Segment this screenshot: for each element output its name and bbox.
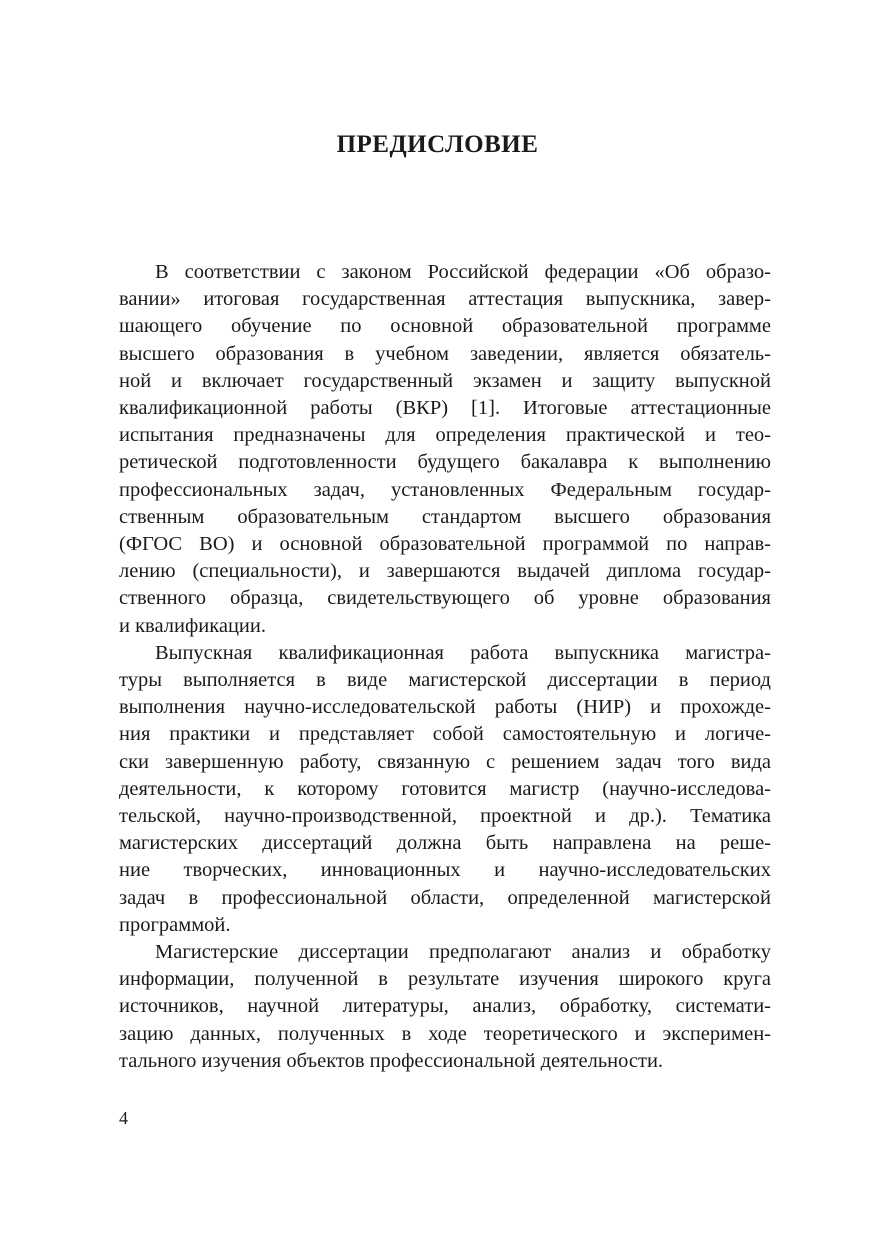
- text-line: вании» итоговая государственная аттестация выпускника, завер-: [119, 288, 771, 311]
- text-line: ски завершенную работу, связанную с решением задач того вида: [119, 750, 771, 773]
- text-line: источников, научной литературы, анализ, обработку, системати-: [119, 995, 771, 1018]
- text-line: Магистерские диссертации предполагают анализ и обработку: [155, 941, 771, 964]
- text-line: В соответствии с законом Российской федерации «Об образо-: [155, 261, 771, 283]
- text-line: задач в профессиональной области, определенной магистерской: [119, 886, 771, 909]
- paragraph-1: [119, 259, 771, 640]
- text-line: ной и включает государственный экзамен и защиту выпускной: [119, 369, 771, 392]
- text-line: ственного образца, свидетельствующего об уровне образования: [119, 587, 771, 610]
- page-number: 4: [119, 1108, 128, 1128]
- text-line: шающего обучение по основной образовательной программе: [119, 315, 771, 338]
- text-line: (ФГОС ВО) и основной образовательной программой по направ-: [119, 533, 771, 556]
- text-line: высшего образования в учебном заведении, является обязатель-: [119, 342, 771, 365]
- text-line: ретической подготовленности будущего бакалавра к выполнению: [119, 451, 771, 474]
- text-line: тельской, научно-производственной, проектной и др.). Тематика: [119, 805, 771, 828]
- text-line: программой.: [119, 913, 231, 936]
- text-line: ния практики и представляет собой самостоятельную и логиче-: [119, 723, 771, 746]
- text-line: выполнения научно-исследовательской работы (НИР) и прохожде-: [119, 696, 771, 719]
- text-line: ственным образовательным стандартом высшего образования: [119, 505, 771, 528]
- text-line: профессиональных задач, установленных Федеральным государ-: [119, 478, 771, 501]
- text-line: ние творческих, инновационных и научно-исследовательских: [119, 859, 771, 882]
- text-line: туры выполняется в виде магистерской диссертации в период: [119, 669, 771, 692]
- body-text: [119, 259, 771, 1075]
- paragraph-2: [119, 640, 771, 939]
- text-line: магистерских диссертаций должна быть направлена на реше-: [119, 832, 771, 855]
- text-line: и квалификации.: [119, 614, 266, 637]
- text-line: тального изучения объектов профессиональной деятельности.: [119, 1049, 664, 1072]
- text-line: квалификационной работы (ВКР) [1]. Итоговые аттестационные: [119, 397, 771, 420]
- text-line: испытания предназначены для определения практической и тео-: [119, 424, 771, 447]
- text-line: Выпускная квалификационная работа выпускника магистра-: [155, 641, 771, 664]
- text-line: деятельности, к которому готовится магистр (научно-исследова-: [119, 777, 771, 800]
- text-line: зацию данных, полученных в ходе теоретического и эксперимен-: [119, 1022, 771, 1045]
- paragraph-3: [119, 939, 771, 1075]
- text-line: информации, полученной в результате изучения широкого круга: [119, 968, 771, 991]
- page-title: ПРЕДИСЛОВИЕ: [336, 130, 539, 158]
- text-line: лению (специальности), и завершаются выдачей диплома государ-: [119, 560, 771, 583]
